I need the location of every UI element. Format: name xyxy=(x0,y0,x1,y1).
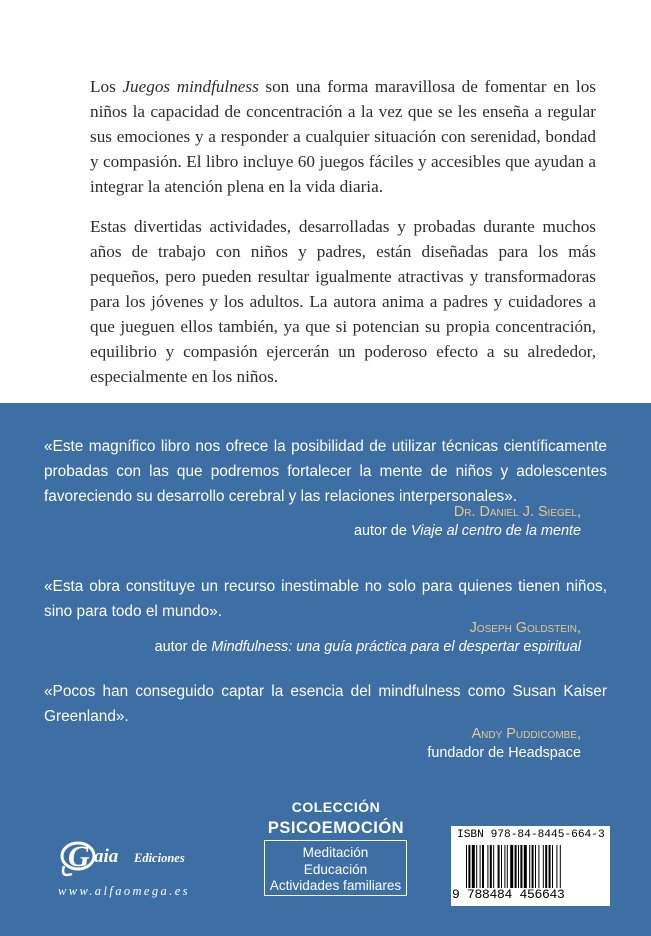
quote-1-author: Dr. Daniel J. Siegel, xyxy=(453,504,581,520)
book-title: Juegos mindfulness xyxy=(122,77,259,96)
description-paragraph-2: Estas divertidas actividades, desarrolladas y probadas durante muchos años de trabajo con niños y padres, están diseñadas para los más pequeños, pero pueden resultar igualmente atractivas y transformadoras para los jóvenes y los adultos. La autora anima a padres y cuidadores a que jueguen ellos también, ya que si potencian su propia concentración, equilibrio y compasión ejercerán un poderoso efecto a su alrededor, especialmente en los niños. xyxy=(90,217,596,386)
quote-1-attribution xyxy=(354,503,581,541)
collection-item: Educación xyxy=(303,862,368,877)
barcode-digits: 9 788484 456643 xyxy=(452,887,565,902)
collection-item: Actividades familiares xyxy=(269,878,402,893)
isbn-label: ISBN 978-84-8445-664-3 xyxy=(457,829,605,841)
quote-3-attribution xyxy=(427,725,581,763)
quote-1: «Este magnífico libro nos ofrece la posibilidad de utilizar técnicas científicamente probadas con las que podremos fortalecer la mente de niños y adolescentes favoreciendo su desarrollo cerebral y las relaciones interpersonales». xyxy=(44,438,607,505)
collection-label: COLECCIÓN xyxy=(291,799,381,815)
quote-3-role: fundador de Headspace xyxy=(427,745,581,761)
quote-3: «Pocos han conseguido captar la esencia del mindfulness como Susan Kaiser Greenland». xyxy=(44,683,607,725)
svg-text:Ediciones: Ediciones xyxy=(134,851,185,865)
barcode-icon xyxy=(466,845,600,888)
svg-text:aia: aia xyxy=(94,846,119,867)
quote-2-role: autor de Mindfulness: una guía práctica para el despertar espiritual xyxy=(154,639,581,655)
quote-2-attribution xyxy=(155,619,581,657)
description-paragraph-1: Los Juegos mindfulness son una forma maravillosa de fomentar en los niños la capacidad de concentración a la vez que se les enseña a regular sus emociones y a responder a cualquier situación con serenidad, bondad y compasión. El libro incluye 60 juegos fáciles y accesibles que ayudan a integrar la atención plena en la vida diaria. xyxy=(90,77,596,196)
publisher-website[interactable]: www.alfaomega.es xyxy=(58,884,190,898)
quote-3-author: Andy Puddicombe, xyxy=(471,726,581,742)
quote-2-author: Joseph Goldstein, xyxy=(469,620,581,636)
collection-name: PSICOEMOCIÓN xyxy=(267,819,405,837)
svg-text:G: G xyxy=(68,840,90,873)
collection-item: Meditación xyxy=(302,845,369,860)
quote-1-role: autor de Viaje al centro de la mente xyxy=(354,523,581,539)
quote-2: «Esta obra constituye un recurso inestimable no solo para quienes tienen niños, sino para todo el mundo». xyxy=(44,578,607,620)
